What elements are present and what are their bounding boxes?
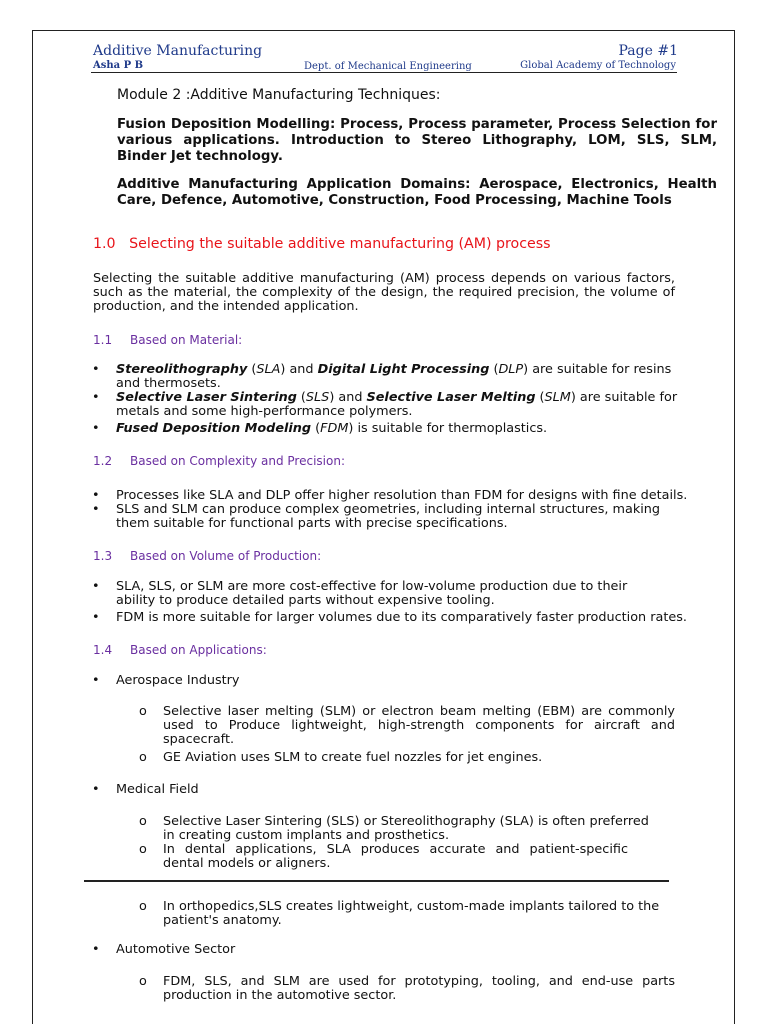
section-title: Selecting the suitable additive manufacturing (AM) process <box>129 236 551 252</box>
list-item-text: Aerospace Industry <box>116 673 240 688</box>
list-item-text: Stereolithography (SLA) and Digital Light Processing (DLP) are suitable for resins and thermosets. <box>116 362 672 391</box>
sub-list-item-text: GE Aviation uses SLM to create fuel nozzles for jet engines. <box>163 750 543 765</box>
sub-bullet-glyph: o <box>139 704 147 719</box>
application-domains: Additive Manufacturing Application Domains: Aerospace, Electronics, Health Care, Defence, Automotive, Construction, Food Processing, Machine Tools <box>117 177 717 208</box>
header-institution: Global Academy of Technology <box>520 60 676 71</box>
sub-list-item-text: Selective laser melting (SLM) or electron beam melting (EBM) are commonly used to Produce lightweight, high-strength components for aircraft and spacecraft. <box>163 704 675 747</box>
sub-bullet-glyph: o <box>139 899 147 914</box>
list-item-text: Selective Laser Sintering (SLS) and Selective Laser Melting (SLM) are suitable for metals and some high-performance polymers. <box>116 390 678 419</box>
section-intro: Selecting the suitable additive manufacturing (AM) process depends on various factors, such as the material, the complexity of the design, the required precision, the volume of production, and the intended application. <box>93 271 675 314</box>
sub-list-item-text: Selective Laser Sintering (SLS) or Stereolithography (SLA) is often preferred in creating custom implants and prosthetics. <box>163 814 649 843</box>
bullet-glyph: • <box>92 390 100 405</box>
list-item-text: Medical Field <box>116 782 199 797</box>
subsection-title: Based on Applications: <box>130 643 267 657</box>
bullet-glyph: • <box>92 421 100 436</box>
bullet-glyph: • <box>92 782 100 797</box>
section-number: 1.0 <box>93 236 116 252</box>
header-author: Asha P B <box>93 60 144 71</box>
header-title: Additive Manufacturing <box>93 43 263 59</box>
bullet-glyph: • <box>92 610 100 625</box>
sub-list-item-text: FDM, SLS, and SLM are used for prototyping, tooling, and end-use parts production in the automotive sector. <box>163 974 675 1003</box>
subsection-heading-complexity <box>93 454 345 468</box>
header-department: Dept. of Mechanical Engineering <box>304 61 472 72</box>
list-item-text: SLS and SLM can produce complex geometries, including internal structures, making them suitable for functional parts with precise specifications. <box>116 502 661 531</box>
subsection-title: Based on Complexity and Precision: <box>130 454 345 468</box>
sub-list-item-text: In dental applications, SLA produces accurate and patient-specific dental models or aligners. <box>163 842 628 871</box>
bullet-glyph: • <box>92 673 100 688</box>
header-divider <box>91 72 677 73</box>
sub-bullet-glyph: o <box>139 814 147 829</box>
bullet-glyph: • <box>92 488 100 503</box>
subsection-heading-applications <box>93 643 267 657</box>
sub-bullet-glyph: o <box>139 974 147 989</box>
subsection-number: 1.4 <box>93 643 113 657</box>
subsection-heading-volume <box>93 549 321 563</box>
list-item-text: Processes like SLA and DLP offer higher resolution than FDM for designs with fine details. <box>116 488 688 503</box>
syllabus-topics: Fusion Deposition Modelling: Process, Process parameter, Process Selection for various applications. Introduction to Stereo Lithography, LOM, SLS, SLM, Binder Jet technology. <box>117 117 717 164</box>
sub-list-item-text: In orthopedics,SLS creates lightweight, custom-made implants tailored to the patient's anatomy. <box>163 899 660 928</box>
subsection-number: 1.3 <box>93 549 113 563</box>
sub-bullet-glyph: o <box>139 750 147 765</box>
header-page-number: Page #1 <box>618 43 678 59</box>
subsection-title: Based on Material: <box>130 333 243 347</box>
bullet-glyph: • <box>92 579 100 594</box>
subsection-number: 1.2 <box>93 454 113 468</box>
page-break-rule <box>84 880 669 882</box>
list-item-text: Automotive Sector <box>116 942 236 957</box>
module-heading: Module 2 :Additive Manufacturing Techniques: <box>117 87 441 103</box>
list-item-text: Fused Deposition Modeling (FDM) is suitable for thermoplastics. <box>116 421 548 436</box>
subsection-number: 1.1 <box>93 333 113 347</box>
bullet-glyph: • <box>92 362 100 377</box>
subsection-heading-material <box>93 333 242 347</box>
list-item-text: SLA, SLS, or SLM are more cost-effective for low-volume production due to their ability to produce detailed parts without expensive tooling. <box>116 579 628 608</box>
bullet-glyph: • <box>92 942 100 957</box>
sub-bullet-glyph: o <box>139 842 147 857</box>
list-item-text: FDM is more suitable for larger volumes due to its comparatively faster production rates. <box>116 610 687 625</box>
subsection-title: Based on Volume of Production: <box>130 549 322 563</box>
bullet-glyph: • <box>92 502 100 517</box>
section-heading <box>93 236 551 252</box>
